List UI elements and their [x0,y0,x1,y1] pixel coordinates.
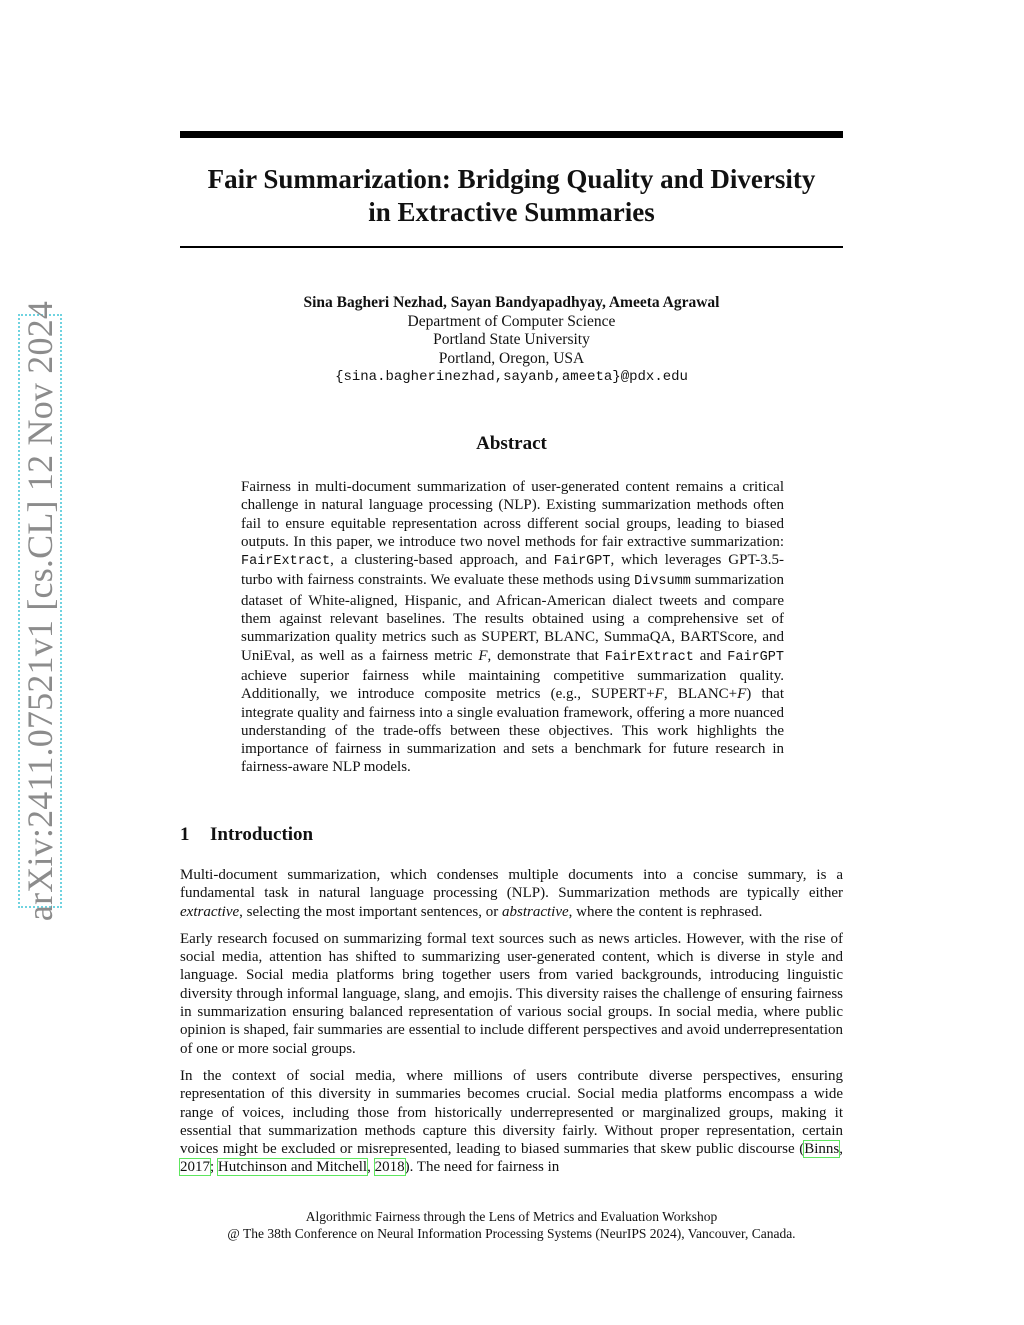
title-bottom-rule [180,246,843,248]
citation-link-binns-year[interactable]: 2017 [180,1159,210,1176]
dataset-name-divsumm: Divsumm [634,574,691,590]
abstract-text-run: , demonstrate that [487,647,605,664]
section-number: 1 [180,824,190,845]
method-name-fairextract: FairExtract [604,649,694,665]
emphasis-abstractive: abstractive [502,903,569,920]
title-top-rule [180,131,843,138]
abstract-text-run: , a clustering-based approach, and [330,552,554,569]
section-heading-introduction [180,824,843,846]
citation-link-hutchinson-mitchell-year[interactable]: 2018 [374,1159,405,1176]
author-email[interactable]: {sina.bagherinezhad,sayanb,ameeta}@pdx.edu [335,369,688,385]
abstract-text-run: summarization dataset of White-aligned, Hispanic, and African-American dialect tweets and compare them against relevant baselines. The results obtained using a comprehensive set of summarization quality metrics such as SUPERT, BLANC, SummaQA, BARTScore, and UniEval, as well as a fairness metric [241,572,784,664]
abstract-heading: Abstract [476,433,547,454]
abstract-text-run: achieve superior fairness while maintaining competitive summarization quality. Additionally, we introduce composite metrics (e.g., SUPERT+ [241,667,784,703]
title-line-2: in Extractive Summaries [368,197,655,227]
paragraph-text-run: ). The need for fairness in [404,1159,560,1176]
paragraph-text-run: Multi-document summarization, which condenses multiple documents into a concise summary, is a fundamental task in natural language processing (NLP). Summarization methods are typically either [180,867,843,902]
author-block [180,294,843,387]
footer-line-2: @ The 38th Conference on Neural Information Processing Systems (NeurIPS 2024), Vancouver, Canada. [227,1226,796,1241]
method-name-fairgpt: FairGPT [553,554,611,570]
abstract-text-run: and [693,647,728,664]
author-names: Sina Bagheri Nezhad, Sayan Bandyapadhyay, Ameeta Agrawal [303,294,720,311]
title-line-1: Fair Summarization: Bridging Quality and Diversity [207,164,816,194]
paper-title [180,163,843,229]
section-title: Introduction [210,824,314,845]
arxiv-identifier: arXiv:2411.07521v1 [cs.CL] 12 Nov 2024 [20,300,61,922]
footer-line-1: Algorithmic Fairness through the Lens of Metrics and Evaluation Workshop [305,1209,718,1224]
method-name-fairextract: FairExtract [241,554,331,570]
abstract-text [241,478,784,777]
author-location: Portland, Oregon, USA [438,349,585,367]
fairness-metric-symbol: F [478,647,488,664]
abstract-text-run: Fairness in multi-document summarization of user-generated content remains a critical challenge in natural language processing (NLP). Existing summarization methods often fail to ensure equitable representation across different social groups, leading to biased outputs. In this paper, we introduce two novel methods for fair extractive summarization: [241,479,784,550]
abstract-text-run: , BLANC+ [663,686,738,703]
author-department: Department of Computer Science [407,312,616,330]
emphasis-extractive: extractive [180,903,240,920]
arxiv-stamp[interactable] [18,300,62,922]
author-university: Portland State University [433,331,590,348]
paragraph [180,866,843,921]
conference-footer [180,1208,843,1242]
citation-link-binns[interactable]: Binns [804,1141,840,1158]
paragraph: Early research focused on summarizing formal text sources such as news articles. However, with the rise of social media, attention has shifted to summarizing user-generated content, which is diverse in style and language. Social media platforms bring together users from varied backgrounds, introducing linguistic diversity through informal language, slang, and emojis. This diversity raises the challenge of ensuring fairness in summarization ensuring balanced representation of various social groups. In social media, where public opinion is shaped, fair summaries are essential to include different perspectives and avoid underrepresentation of one or more social groups. [180,930,843,1057]
fairness-metric-symbol: F [654,686,664,703]
abstract-text-run: ) that integrate quality and fairness into a single evaluation framework, offering a more nuanced understanding of the trade-offs between these objectives. This work highlights the importance of fairness in summarization and sets a benchmark for future research in fairness-aware NLP models. [241,686,784,776]
paragraph: In the context of social media, where millions of users contribute diverse perspectives, ensuring representation of this diversity in summaries becomes crucial. Social media platforms encompass a wide range of voices, including those from historically underrepresented or marginalized groups, making it essential that summarization methods capture this diversity fairly. Without proper representation, certain voices might be excluded or misrepresented, leading to biased summaries that skew public discourse (Binns, 2017; Hutchinson and Mitchell, 2018). The need for fairness in [180,1067,843,1176]
method-name-fairgpt: FairGPT [727,649,784,665]
abstract-text-run: , which leverages GPT-3.5-turbo with fairness constraints. We evaluate these methods using [241,552,784,589]
fairness-metric-symbol: F [737,686,747,703]
paragraph-text-run: , where the content is rephrased. [568,903,763,920]
paragraph-text-run: In the context of social media, where millions of users contribute diverse perspectives, ensuring representation of this diversity in summaries becomes crucial. Social media platforms encompass a wide range of voices, including those from historically underrepresented or marginalized groups, making it essential that summarization methods capture this diversity fairly. Without proper representation, certain voices might be excluded or misrepresented, leading to biased summaries that skew public discourse ( [180,1067,843,1158]
introduction-body [180,866,843,1186]
paragraph-text-run: , selecting the most important sentences, or [239,903,502,920]
citation-link-hutchinson-mitchell[interactable]: Hutchinson and Mitchell [217,1159,368,1176]
